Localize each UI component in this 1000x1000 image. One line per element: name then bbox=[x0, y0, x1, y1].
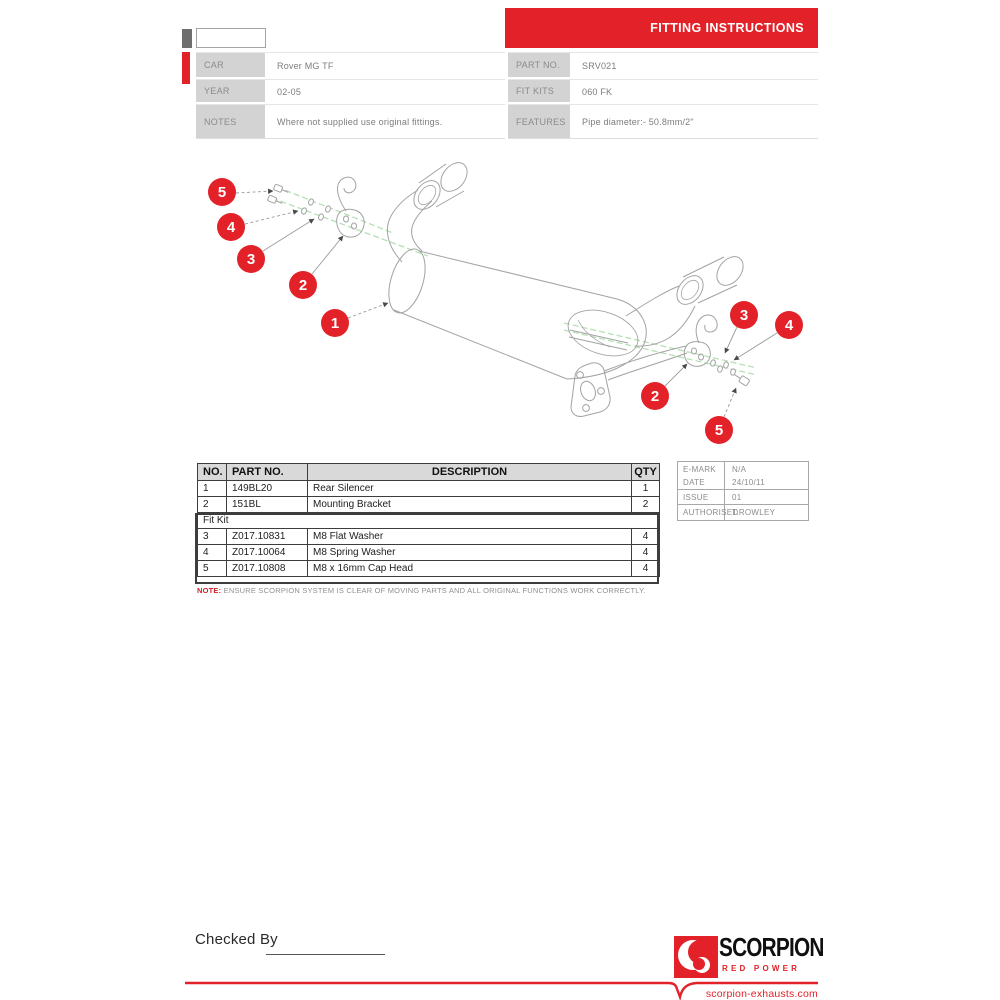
spec-value: 060 FK bbox=[582, 87, 613, 97]
parts-table bbox=[197, 463, 660, 577]
spec-row bbox=[196, 79, 505, 104]
vehicle-info-table bbox=[196, 52, 505, 139]
parts-table-row bbox=[198, 529, 660, 545]
revision-label: DATE bbox=[678, 476, 725, 489]
parts-cell: 149BL20 bbox=[227, 481, 308, 497]
washer bbox=[301, 207, 308, 215]
revision-row bbox=[678, 490, 808, 505]
right-tailpipe bbox=[626, 252, 749, 346]
parts-cell: 151BL bbox=[227, 497, 308, 513]
spec-label: FIT KITS bbox=[508, 80, 570, 104]
revision-label: AUTHORISED bbox=[678, 505, 725, 520]
note-text: ENSURE SCORPION SYSTEM IS CLEAR OF MOVING PARTS AND ALL ORIGINAL FUNCTIONS WORK CORRECTLY. bbox=[221, 586, 646, 595]
parts-cell: M8 Flat Washer bbox=[308, 529, 632, 545]
balloon-1: 1 bbox=[321, 309, 349, 337]
revision-table bbox=[677, 461, 809, 521]
cap-head-bolt bbox=[267, 195, 283, 206]
parts-col-header: DESCRIPTION bbox=[308, 464, 632, 481]
washer bbox=[308, 198, 315, 206]
balloon-5: 5 bbox=[208, 178, 236, 206]
balloon-2: 2 bbox=[641, 382, 669, 410]
revision-label: E-MARK bbox=[678, 462, 725, 476]
parts-cell: 3 bbox=[198, 529, 227, 545]
parts-table-row bbox=[198, 545, 660, 561]
corner-mark bbox=[182, 29, 192, 48]
spec-label: FEATURES bbox=[508, 105, 570, 138]
parts-table-row bbox=[198, 481, 660, 497]
parts-cell: 1 bbox=[632, 481, 660, 497]
scorpion-logo-icon bbox=[674, 936, 718, 978]
silencer-line-art bbox=[267, 158, 750, 417]
revision-value: T.ROWLEY bbox=[732, 508, 776, 517]
spec-label: CAR bbox=[196, 53, 265, 79]
revision-row bbox=[678, 505, 808, 520]
parts-cell: 2 bbox=[198, 497, 227, 513]
parts-cell: M8 x 16mm Cap Head bbox=[308, 561, 632, 577]
website-url: scorpion-exhausts.com bbox=[705, 988, 818, 1000]
spec-row bbox=[508, 79, 818, 104]
red-accent-bar bbox=[182, 52, 190, 84]
washer bbox=[318, 213, 325, 221]
parts-cell: 4 bbox=[198, 545, 227, 561]
revision-label: ISSUE bbox=[678, 490, 725, 504]
inlet-flange bbox=[569, 330, 687, 417]
parts-table-row bbox=[198, 497, 660, 513]
brand-tagline: RED POWER bbox=[722, 964, 801, 973]
parts-cell: 1 bbox=[198, 481, 227, 497]
left-mounting-bracket bbox=[337, 177, 365, 237]
part-info-table bbox=[508, 52, 818, 139]
spec-value: Rover MG TF bbox=[277, 61, 334, 71]
muffler-body bbox=[382, 245, 646, 379]
parts-cell: Z017.10064 bbox=[227, 545, 308, 561]
washer bbox=[723, 361, 729, 368]
balloon-leader-lines bbox=[236, 191, 777, 417]
balloon-4: 4 bbox=[775, 311, 803, 339]
parts-cell: 2 bbox=[632, 497, 660, 513]
checked-by-label: Checked By bbox=[195, 931, 278, 948]
parts-cell: Z017.10808 bbox=[227, 561, 308, 577]
balloon-4: 4 bbox=[217, 213, 245, 241]
parts-table-row bbox=[198, 561, 660, 577]
spec-row bbox=[196, 53, 505, 79]
page-title: FITTING INSTRUCTIONS bbox=[650, 21, 804, 35]
parts-col-header: PART NO. bbox=[227, 464, 308, 481]
revision-value: N/A bbox=[732, 464, 747, 474]
parts-cell: 4 bbox=[632, 561, 660, 577]
fit-kit-label: Fit Kit bbox=[198, 513, 660, 529]
safety-note bbox=[197, 586, 646, 595]
spec-value: Pipe diameter:- 50.8mm/2" bbox=[582, 116, 694, 127]
parts-cell: 4 bbox=[632, 529, 660, 545]
washer bbox=[325, 205, 332, 213]
parts-cell: 4 bbox=[632, 545, 660, 561]
spec-value: Where not supplied use original fittings. bbox=[277, 116, 443, 127]
brand-wordmark: SCORPION bbox=[719, 932, 824, 962]
parts-col-header: QTY bbox=[632, 464, 660, 481]
spec-value: SRV021 bbox=[582, 61, 617, 71]
parts-col-header: NO. bbox=[198, 464, 227, 481]
revision-value: 24/10/11 bbox=[732, 478, 765, 487]
parts-table-header-row bbox=[198, 464, 660, 481]
balloon-5: 5 bbox=[705, 416, 733, 444]
parts-cell: Mounting Bracket bbox=[308, 497, 632, 513]
fit-kit-label-row bbox=[198, 513, 660, 529]
parts-cell: Z017.10831 bbox=[227, 529, 308, 545]
checked-by-signature-line bbox=[266, 954, 385, 955]
note-label: NOTE: bbox=[197, 586, 222, 595]
spec-value: 02-05 bbox=[277, 87, 302, 97]
balloon-3: 3 bbox=[237, 245, 265, 273]
exhaust-exploded-diagram bbox=[180, 150, 820, 460]
parts-cell: 5 bbox=[198, 561, 227, 577]
revision-value: 01 bbox=[732, 492, 742, 502]
page-title-banner bbox=[505, 8, 818, 48]
spec-label: YEAR bbox=[196, 80, 265, 104]
balloon-3: 3 bbox=[730, 301, 758, 329]
revision-row bbox=[678, 476, 808, 490]
parts-cell: M8 Spring Washer bbox=[308, 545, 632, 561]
scorpion-claw-icon bbox=[674, 936, 718, 978]
cap-head-bolt bbox=[273, 184, 289, 195]
spec-label: PART NO. bbox=[508, 53, 570, 79]
spec-row bbox=[196, 104, 505, 138]
spec-label: NOTES bbox=[196, 105, 265, 138]
revision-row bbox=[678, 462, 808, 476]
parts-cell: Rear Silencer bbox=[308, 481, 632, 497]
reference-box bbox=[196, 28, 266, 48]
spec-row bbox=[508, 53, 818, 79]
spec-row bbox=[508, 104, 818, 138]
balloon-2: 2 bbox=[289, 271, 317, 299]
